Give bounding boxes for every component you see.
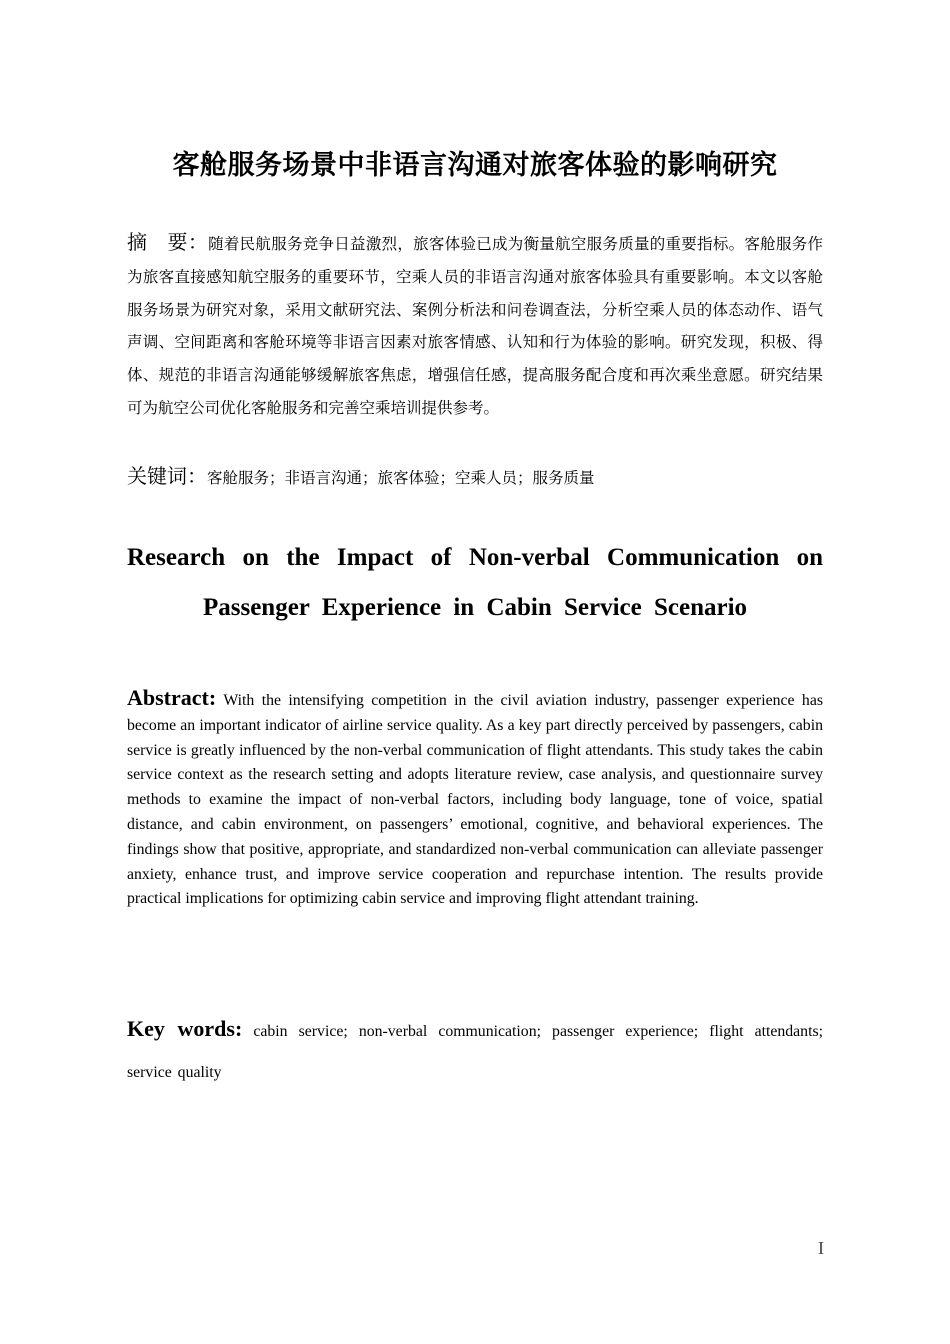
chinese-keywords-label: 关键词：: [127, 464, 207, 488]
page-number: I: [818, 1238, 824, 1258]
english-keywords-text: cabin service; non-verbal communication; passenger experience; flight attendants; service quality: [127, 1023, 823, 1081]
english-title-line-1: Research on the Impact of Non-verbal Communication on: [127, 544, 823, 571]
english-abstract: [127, 686, 823, 912]
english-abstract-label: Abstract:: [127, 685, 217, 710]
english-title-line-2: Passenger Experience in Cabin Service Scenario: [202, 594, 748, 621]
chinese-keywords-text: 客舱服务；非语言沟通；旅客体验；空乘人员；服务质量: [207, 469, 595, 487]
english-keywords: [127, 1008, 823, 1093]
chinese-abstract-text: 随着民航服务竞争日益激烈，旅客体验已成为衡量航空服务质量的重要指标。客舱服务作为旅客直接感知航空服务的重要环节，空乘人员的非语言沟通对旅客体验具有重要影响。本文以客舱服务场景为研究对象，采用文献研究法、案例分析法和问卷调查法，分析空乘人员的体态动作、语气声调、空间距离和客舱环境等非语言因素对旅客情感、认知和行为体验的影响。研究发现，积极、得体、规范的非语言沟通能够缓解旅客焦虑，增强信任感，提高服务配合度和再次乘坐意愿。研究结果可为航空公司优化客舱服务和完善空乘培训提供参考。: [127, 235, 823, 417]
chinese-abstract: [127, 226, 823, 425]
chinese-title: 客舱服务场景中非语言沟通对旅客体验的影响研究: [172, 150, 778, 181]
english-keywords-label: Key words:: [127, 1016, 243, 1041]
english-abstract-text: With the intensifying competition in the civil aviation industry, passenger experience has become an important indicator of airline service quality. As a key part directly perceived by passengers, cabin service is greatly influenced by the non-verbal communication of flight attendants. This study takes the cabin service context as the research setting and adopts literature review, case analysis, and questionnaire survey methods to examine the impact of non-verbal factors, including body language, tone of voice, spatial distance, and cabin environment, on passengers’ emotional, cognitive, and behavioral experiences. The findings show that positive, appropriate, and standardized non-verbal communication can alleviate passenger anxiety, enhance trust, and improve service cooperation and repurchase intention. The results provide practical implications for optimizing cabin service and improving flight attendant training.: [127, 692, 823, 908]
english-title: [127, 533, 823, 633]
chinese-keywords: [127, 459, 823, 495]
chinese-abstract-label: 摘 要：: [127, 230, 209, 254]
